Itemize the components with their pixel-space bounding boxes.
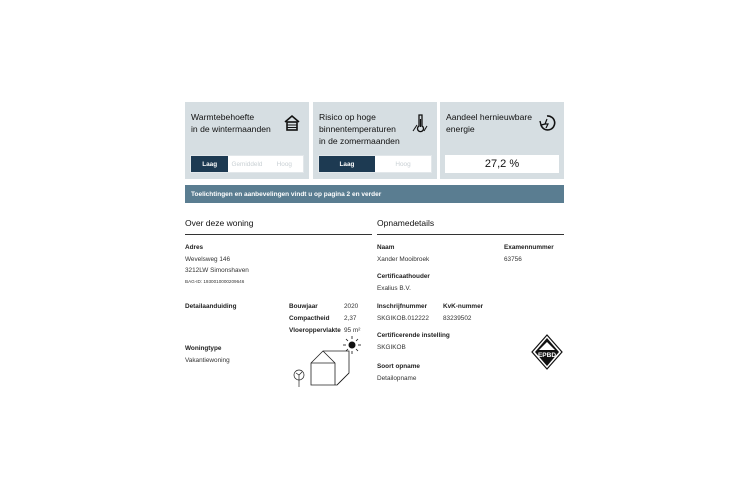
epbd-logo [530, 333, 564, 371]
card-title [446, 111, 532, 135]
instelling-value: SKGIKOB [377, 344, 406, 351]
card-hernieuwbare-energie [440, 102, 564, 179]
bouwjaar-value: 2020 [344, 303, 359, 310]
card-title-line: Warmtebehoefte [191, 112, 255, 122]
woningtype-value: Vakantiewoning [185, 357, 230, 364]
option-gemiddeld: Gemiddeld [231, 160, 263, 168]
soort-opname-label: Soort opname [377, 363, 420, 370]
card-warmtebehoefte [185, 102, 309, 179]
certificaathouder-label: Certificaathouder [377, 273, 430, 280]
card-title-line: Risico op hoge [319, 112, 376, 122]
house-drawing [311, 351, 349, 385]
info-banner: Toelichtingen en aanbevelingen vindt u op pagina 2 en verder [185, 185, 564, 203]
card-title-line: in de zomermaanden [319, 136, 400, 146]
rating-selector [318, 155, 432, 173]
epbd-logo-text: EPBD [537, 352, 557, 359]
soort-opname-value: Detailopname [377, 375, 417, 382]
renewable-share-value: 27,2 % [445, 155, 559, 173]
card-title-line: Aandeel hernieuwbare [446, 112, 533, 122]
vloeroppervlakte-label: Vloeroppervlakte [289, 327, 341, 334]
instelling-label: Certificerende instelling [377, 332, 450, 339]
renewable-energy-icon [538, 113, 556, 133]
bag-id: BAG-ID: 1930010000209646 [185, 279, 245, 284]
naam-value: Xander Mooibroek [377, 256, 430, 263]
option-laag: Laag [191, 156, 228, 172]
section-title-opname: Opnamedetails [377, 218, 564, 235]
house-icon [283, 113, 301, 133]
vloeroppervlakte-value: 95 m² [344, 327, 361, 334]
woningtype-label: Woningtype [185, 345, 222, 352]
section-title-woning: Over deze woning [185, 218, 372, 235]
card-risico-hoge-temperaturen [313, 102, 437, 179]
card-title [191, 111, 271, 135]
examennummer-label: Examennummer [504, 244, 554, 251]
bouwjaar-label: Bouwjaar [289, 303, 318, 310]
kvk-value: 83239502 [443, 315, 472, 322]
kvk-label: KvK-nummer [443, 303, 484, 310]
card-title-line: binnentemperaturen [319, 124, 396, 134]
adres-line2: 3212LW Simonshaven [185, 267, 249, 274]
tree-icon [294, 370, 304, 387]
compactheid-label: Compactheid [289, 315, 330, 322]
rating-selector [190, 155, 304, 173]
certificaathouder-value: Exalius B.V. [377, 285, 411, 292]
house-illustration [290, 335, 366, 391]
adres-label: Adres [185, 244, 204, 251]
option-laag: Laag [319, 156, 375, 172]
card-title-line: in de wintermaanden [191, 124, 271, 134]
thermometer-icon [411, 113, 429, 133]
examennummer-value: 63756 [504, 256, 522, 263]
detail-label: Detailaanduiding [185, 303, 237, 310]
inschrijfnummer-value: SKGIKOB.012222 [377, 315, 429, 322]
card-title [319, 111, 400, 147]
card-title-line: energie [446, 124, 475, 134]
adres-line1: Wevelsweg 146 [185, 256, 230, 263]
inschrijfnummer-label: Inschrijfnummer [377, 303, 428, 310]
option-hoog: Hoog [276, 160, 292, 168]
compactheid-value: 2,37 [344, 315, 357, 322]
option-hoog: Hoog [395, 160, 411, 168]
naam-label: Naam [377, 244, 395, 251]
